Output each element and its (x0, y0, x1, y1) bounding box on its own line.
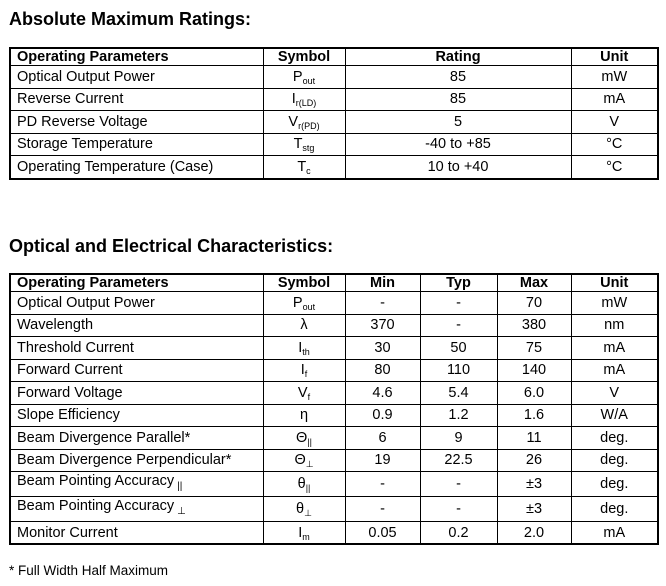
header-operating-parameters: Operating Parameters (10, 48, 263, 66)
symbol-letter: η (299, 407, 309, 424)
table-row (10, 337, 658, 360)
header-symbol: Symbol (263, 274, 345, 292)
typ-cell: - (420, 472, 497, 497)
typ-cell: 110 (420, 359, 497, 382)
max-cell: 140 (497, 359, 571, 382)
min-cell: 0.05 (345, 521, 420, 544)
symbol-cell (263, 427, 345, 450)
header-symbol: Symbol (263, 48, 345, 66)
max-cell: 380 (497, 314, 571, 337)
rating-cell: 85 (345, 88, 571, 111)
header-operating-parameters: Operating Parameters (10, 274, 263, 292)
symbol-subscript: out (302, 301, 316, 312)
table-header-row (10, 274, 658, 292)
typ-cell: 0.2 (420, 521, 497, 544)
typ-cell: 9 (420, 427, 497, 450)
symbol-letter: Θ (294, 452, 306, 469)
rating-cell: 5 (345, 111, 571, 134)
unit-cell: W/A (571, 404, 658, 427)
max-cell: 2.0 (497, 521, 571, 544)
table-row (10, 472, 658, 497)
rating-cell: -40 to +85 (345, 133, 571, 156)
min-cell: 6 (345, 427, 420, 450)
parameter-cell (10, 314, 263, 337)
max-cell: 75 (497, 337, 571, 360)
unit-cell: deg. (571, 449, 658, 472)
max-cell: 11 (497, 427, 571, 450)
parameter-cell (10, 382, 263, 405)
unit-cell: mW (571, 292, 658, 315)
unit-cell: V (571, 111, 658, 134)
symbol-cell (263, 66, 345, 89)
table-row (10, 133, 658, 156)
parameter-label: Beam Divergence Parallel* (17, 429, 191, 446)
symbol-letter: T (293, 136, 303, 153)
symbol-cell (263, 337, 345, 360)
parameter-label: Wavelength (17, 317, 94, 334)
symbol-letter: I (291, 91, 296, 108)
min-cell: - (345, 472, 420, 497)
parameter-label: Forward Voltage (17, 384, 123, 401)
typ-cell: 22.5 (420, 449, 497, 472)
symbol-cell (263, 133, 345, 156)
symbol-letter: I (298, 339, 303, 356)
symbol-cell (263, 404, 345, 427)
parameter-cell (10, 496, 263, 521)
absolute-maximum-ratings-title: Absolute Maximum Ratings: (9, 9, 252, 29)
typ-cell: 50 (420, 337, 497, 360)
table-row (10, 427, 658, 450)
symbol-letter: I (300, 362, 305, 379)
symbol-subscript: || (307, 436, 312, 447)
rating-cell: 85 (345, 66, 571, 89)
symbol-subscript: || (305, 482, 311, 493)
optical-electrical-characteristics-title: Optical and Electrical Characteristics: (9, 236, 334, 256)
header-min: Min (345, 274, 420, 292)
symbol-subscript: f (304, 369, 308, 380)
symbol-cell (263, 292, 345, 315)
rating-cell: 10 to +40 (345, 156, 571, 179)
header-max: Max (497, 274, 571, 292)
parameter-label: Operating Temperature (Case) (17, 158, 214, 175)
symbol-cell (263, 359, 345, 382)
symbol-letter: I (298, 524, 303, 541)
max-cell: ±3 (497, 496, 571, 521)
symbol-cell (263, 472, 345, 497)
parameter-cell (10, 521, 263, 544)
unit-cell: V (571, 382, 658, 405)
min-cell: 80 (345, 359, 420, 382)
symbol-subscript: stg (302, 143, 315, 154)
unit-cell: mW (571, 66, 658, 89)
symbol-letter: P (292, 294, 303, 311)
table-row (10, 449, 658, 472)
parameter-label: Slope Efficiency (17, 407, 120, 424)
symbol-cell (263, 156, 345, 179)
parameter-cell (10, 404, 263, 427)
parameter-label: Optical Output Power (17, 294, 155, 311)
table-header-row (10, 48, 658, 66)
symbol-subscript: f (307, 391, 311, 402)
parameter-cell (10, 359, 263, 382)
footnote: * Full Width Half Maximum (9, 563, 169, 578)
min-cell: 4.6 (345, 382, 420, 405)
min-cell: 0.9 (345, 404, 420, 427)
symbol-cell (263, 111, 345, 134)
parameter-label: Beam Pointing Accuracy (17, 497, 175, 514)
min-cell: 19 (345, 449, 420, 472)
table-row (10, 292, 658, 315)
header-rating: Rating (345, 48, 571, 66)
parameter-subscript: || (177, 480, 183, 492)
parameter-cell (10, 111, 263, 134)
parameter-cell (10, 292, 263, 315)
parameter-subscript: ⊥ (177, 505, 186, 517)
symbol-cell (263, 496, 345, 521)
typ-cell: - (420, 292, 497, 315)
table-row (10, 359, 658, 382)
absolute-maximum-ratings-table (9, 47, 659, 180)
parameter-label: Beam Divergence Perpendicular* (17, 452, 232, 469)
table-row (10, 382, 658, 405)
symbol-letter: T (297, 158, 307, 175)
max-cell: ±3 (497, 472, 571, 497)
parameter-cell (10, 133, 263, 156)
table-row (10, 111, 658, 134)
symbol-cell (263, 521, 345, 544)
parameter-cell (10, 156, 263, 179)
symbol-subscript: r(LD) (295, 98, 317, 109)
parameter-label: Optical Output Power (17, 68, 155, 85)
symbol-letter: θ (296, 500, 305, 517)
symbol-cell (263, 88, 345, 111)
header-unit: Unit (571, 48, 658, 66)
parameter-label: Threshold Current (17, 339, 134, 356)
unit-cell: deg. (571, 496, 658, 521)
symbol-letter: λ (300, 317, 308, 334)
parameter-cell (10, 472, 263, 497)
max-cell: 1.6 (497, 404, 571, 427)
unit-cell: °C (571, 156, 658, 179)
header-typ: Typ (420, 274, 497, 292)
parameter-label: Reverse Current (17, 91, 124, 108)
symbol-letter: V (297, 384, 308, 401)
symbol-letter: Θ (296, 429, 308, 446)
unit-cell: mA (571, 88, 658, 111)
unit-cell: deg. (571, 427, 658, 450)
unit-cell: mA (571, 359, 658, 382)
parameter-cell (10, 427, 263, 450)
max-cell: 6.0 (497, 382, 571, 405)
symbol-letter: θ (297, 475, 306, 492)
symbol-subscript: ⊥ (304, 507, 312, 518)
unit-cell: °C (571, 133, 658, 156)
parameter-cell (10, 337, 263, 360)
symbol-cell (263, 314, 345, 337)
parameter-label: Monitor Current (17, 524, 118, 541)
table-row (10, 88, 658, 111)
symbol-subscript: c (306, 165, 311, 176)
symbol-subscript: m (302, 531, 310, 542)
max-cell: 70 (497, 292, 571, 315)
unit-cell: deg. (571, 472, 658, 497)
parameter-label: PD Reverse Voltage (17, 113, 148, 130)
parameter-label: Beam Pointing Accuracy (17, 473, 175, 489)
unit-cell: nm (571, 314, 658, 337)
parameter-cell (10, 66, 263, 89)
symbol-subscript: th (302, 346, 310, 357)
symbol-subscript: ⊥ (305, 459, 314, 470)
parameter-cell (10, 449, 263, 472)
typ-cell: - (420, 314, 497, 337)
symbol-letter: P (292, 68, 303, 85)
typ-cell: 5.4 (420, 382, 497, 405)
symbol-subscript: r(PD) (298, 120, 320, 131)
table-row (10, 314, 658, 337)
min-cell: - (345, 496, 420, 521)
typ-cell: - (420, 496, 497, 521)
parameter-label: Forward Current (17, 362, 123, 379)
min-cell: 30 (345, 337, 420, 360)
min-cell: - (345, 292, 420, 315)
table-row (10, 521, 658, 544)
optical-electrical-characteristics-table (9, 273, 659, 545)
typ-cell: 1.2 (420, 404, 497, 427)
header-unit: Unit (571, 274, 658, 292)
symbol-cell (263, 449, 345, 472)
table-row (10, 496, 658, 521)
max-cell: 26 (497, 449, 571, 472)
table-row (10, 66, 658, 89)
symbol-subscript: out (302, 75, 316, 86)
parameter-cell (10, 88, 263, 111)
unit-cell: mA (571, 337, 658, 360)
symbol-letter: V (288, 113, 299, 130)
unit-cell: mA (571, 521, 658, 544)
table-row (10, 404, 658, 427)
min-cell: 370 (345, 314, 420, 337)
parameter-label: Storage Temperature (17, 136, 153, 153)
table-row (10, 156, 658, 179)
symbol-cell (263, 382, 345, 405)
